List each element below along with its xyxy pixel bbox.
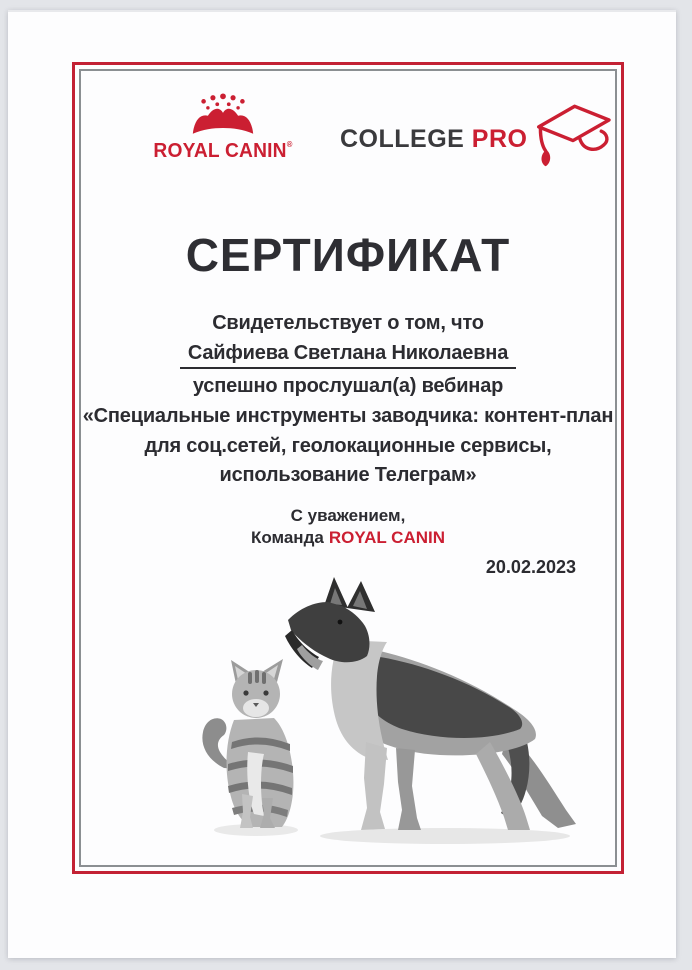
royal-canin-wordmark xyxy=(139,140,308,163)
webinar-title-line-2: для соц.сетей, геолокационные сервисы, xyxy=(144,435,552,457)
german-shepherd-dog xyxy=(285,577,576,830)
pro-text: PRO xyxy=(471,124,528,153)
college-pro-logo xyxy=(340,110,615,168)
regards-line: С уважением, xyxy=(290,506,406,525)
completion-line: успешно прослушал(а) вебинар xyxy=(192,375,504,397)
college-text: COLLEGE xyxy=(340,124,465,153)
certificate-page xyxy=(8,10,676,958)
attests-line: Свидетельствует о том, что xyxy=(212,312,484,334)
recipient-name-line xyxy=(72,340,624,369)
webinar-title-line-1: «Специальные инструменты заводчика: контент-план xyxy=(82,405,614,427)
registered-mark: ® xyxy=(286,140,293,149)
certificate-date: 20.02.2023 xyxy=(485,557,576,577)
graduation-cap-icon xyxy=(531,96,615,168)
royal-canin-logo xyxy=(135,92,311,163)
certificate-title: СЕРТИФИКАТ xyxy=(185,229,511,281)
team-brand: ROYAL CANIN xyxy=(328,528,446,547)
team-prefix: Команда xyxy=(250,528,324,547)
dog-and-cat-photo xyxy=(190,572,590,854)
recipient-name: Сайфиева Светлана Николаевна xyxy=(180,340,516,369)
crown-icon xyxy=(187,92,259,138)
team-line xyxy=(72,527,624,548)
college-pro-wordmark xyxy=(340,125,527,154)
webinar-title-line-3: использование Телеграм» xyxy=(219,464,477,486)
tabby-cat xyxy=(202,659,293,828)
royal-canin-text: ROYAL CANIN xyxy=(153,140,287,162)
